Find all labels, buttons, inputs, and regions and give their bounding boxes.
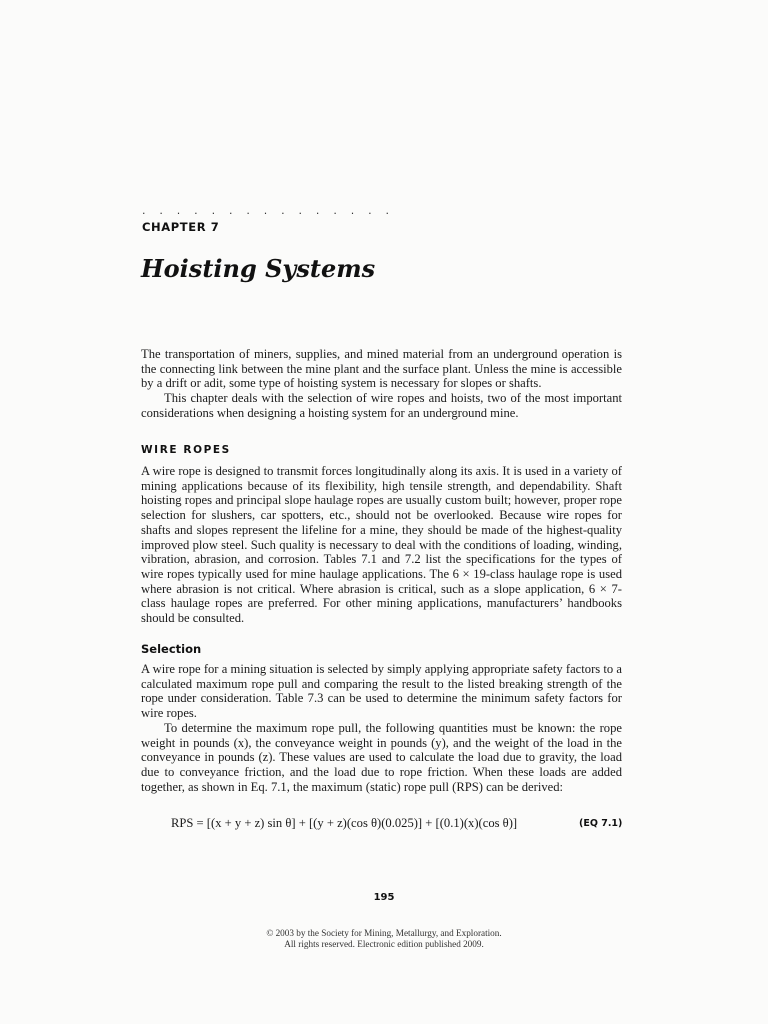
chapter-title: Hoisting Systems: [141, 254, 376, 283]
selection-paragraph-2: To determine the maximum rope pull, the following quantities must be known: the rope weight in pounds (x), the conveyance weight in pounds (y), and the weight of the load in the conveyance in pounds (z). These values are used to calculate the load due to gravity, the load due to conveyance friction, and the load due to rope friction. When these loads are added together, as shown in Eq. 7.1, the maximum (static) rope pull (RPS) can be derived:: [141, 720, 622, 794]
equation-label: (EQ 7.1): [579, 818, 623, 829]
copyright-line-1: © 2003 by the Society for Mining, Metallurgy, and Exploration.: [266, 928, 502, 938]
equation-rps: RPS = [(x + y + z) sin θ] + [(y + z)(cos θ)(0.025)] + [(0.1)(x)(cos θ)]: [171, 816, 518, 830]
copyright-line-2: All rights reserved. Electronic edition published 2009.: [284, 938, 484, 949]
section-heading-wire-ropes: WIRE ROPES: [141, 444, 231, 456]
chapter-dot-rule: . . . . . . . . . . . . . . .: [142, 204, 395, 217]
intro-section: [141, 347, 622, 421]
copyright-footer: [0, 928, 768, 949]
page-number: 195: [373, 892, 395, 903]
chapter-label: CHAPTER 7: [142, 220, 220, 234]
wire-ropes-paragraph: A wire rope is designed to transmit forces longitudinally along its axis. It is used in a variety of mining applications because of its flexibility, high tensile strength, and dependability. Shaft hoisting ropes and principal slope haulage ropes are usually custom built; however, proper rope selection for slushers, car spotters, etc., should not be overlooked. Because wire ropes for shafts and slopes represent the lifeline for a mine, they should be made of the highest-quality improved plow steel. Such quality is necessary to deal with the conditions of loading, winding, vibration, abrasion, and corrosion. Tables 7.1 and 7.2 list the specifications for the types of wire ropes typically used for mine haulage applications. The 6 × 19-class haulage rope is used where abrasion is not critical. Where abrasion is critical, such as a slope application, 6 × 7-class haulage ropes are preferred. For other mining applications, manufacturers’ handbooks should be consulted.: [141, 464, 622, 626]
intro-paragraph-1: The transportation of miners, supplies, and mined material from an underground operation is the connecting link between the mine plant and the surface plant. Unless the mine is accessible by a drift or adit, some type of hoisting system is necessary for slopes or shafts.: [141, 347, 622, 391]
subsection-heading-selection: Selection: [141, 642, 202, 656]
intro-paragraph-2: This chapter deals with the selection of wire ropes and hoists, two of the most important considerations when designing a hoisting system for an underground mine.: [141, 391, 622, 420]
selection-paragraph-1: A wire rope for a mining situation is selected by simply applying appropriate safety factors to a calculated maximum rope pull and comparing the result to the listed breaking strength of the rope under consideration. Table 7.3 can be used to determine the minimum safety factors for wire ropes.: [141, 662, 622, 721]
selection-section: [141, 662, 622, 794]
wire-ropes-section: [141, 464, 622, 626]
